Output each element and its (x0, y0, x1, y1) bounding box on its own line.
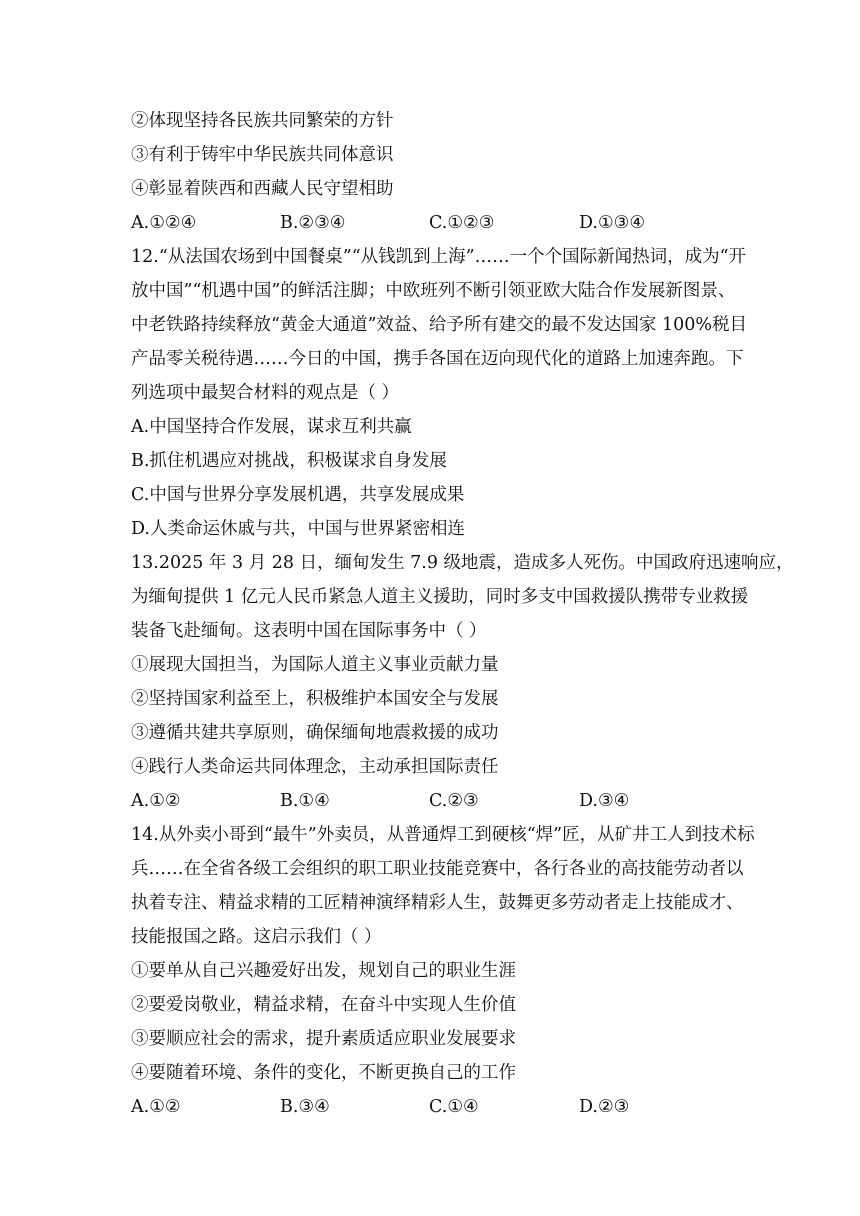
q11-options (131, 212, 731, 234)
q12-option-d: D.人类命运休戚与共，中国与世界紧密相连 (131, 519, 465, 539)
q13-stem-line-2: 为缅甸提供 1 亿元人民币紧急人道主义援助，同时多支中国救援队携带专业救援 (131, 587, 749, 607)
q12-stem-line-4: 产品零关税待遇……今日的中国，携手各国在迈向现代化的道路上加速奔跑。下 (131, 349, 744, 369)
q14-options (131, 1096, 731, 1118)
q13-option-c: C.②③ (429, 791, 479, 811)
q11-option-d: D.①③④ (579, 213, 646, 233)
q11-option-c: C.①②③ (429, 213, 495, 233)
q13-item-4: ④践行人类命运共同体理念，主动承担国际责任 (131, 757, 499, 777)
q11-item-4: ④彰显着陕西和西藏人民守望相助 (131, 179, 394, 199)
q13-options (131, 790, 731, 812)
q12-option-b: B.抓住机遇应对挑战，积极谋求自身发展 (131, 451, 447, 471)
q13-item-3: ③遵循共建共享原则，确保缅甸地震救援的成功 (131, 723, 499, 743)
q14-item-4: ④要随着环境、条件的变化，不断更换自己的工作 (131, 1063, 516, 1083)
q12-stem-line-5: 列选项中最契合材料的观点是（ ） (131, 383, 400, 403)
q11-option-a: A.①②④ (131, 213, 197, 233)
q11-item-3: ③有利于铸牢中华民族共同体意识 (131, 145, 394, 165)
q14-option-c: C.①④ (429, 1097, 479, 1117)
q11-option-b: B.②③④ (280, 213, 346, 233)
q14-stem-line-1: 14.从外卖小哥到“最牛”外卖员，从普通焊工到硬核“焊”匠，从矿井工人到技术标 (131, 825, 755, 845)
q14-item-3: ③要顺应社会的需求，提升素质适应职业发展要求 (131, 1029, 516, 1049)
q13-item-1: ①展现大国担当，为国际人道主义事业贡献力量 (131, 655, 499, 675)
q13-stem-line-3: 装备飞赴缅甸。这表明中国在国际事务中（ ） (131, 621, 487, 641)
q12-option-a: A.中国坚持合作发展，谋求互利共赢 (131, 417, 412, 437)
q13-option-a: A.①② (131, 791, 181, 811)
q14-option-d: D.②③ (579, 1097, 630, 1117)
q14-item-2: ②要爱岗敬业，精益求精，在奋斗中实现人生价值 (131, 995, 516, 1015)
q14-stem-line-2: 兵……在全省各级工会组织的职工职业技能竞赛中，各行各业的高技能劳动者以 (131, 859, 744, 879)
q11-item-2: ②体现坚持各民族共同繁荣的方针 (131, 111, 394, 131)
q12-stem-line-2: 放中国”“机遇中国”的鲜活注脚；中欧班列不断引领亚欧大陆合作发展新图景、 (131, 281, 736, 301)
q13-option-b: B.①④ (280, 791, 330, 811)
q12-stem-line-3: 中老铁路持续释放“黄金大通道”效益、给予所有建交的最不发达国家 100%税目 (131, 315, 747, 335)
q14-item-1: ①要单从自己兴趣爱好出发，规划自己的职业生涯 (131, 961, 516, 981)
q13-item-2: ②坚持国家利益至上，积极维护本国安全与发展 (131, 689, 499, 709)
q14-option-b: B.③④ (280, 1097, 330, 1117)
q13-option-d: D.③④ (579, 791, 630, 811)
q14-stem-line-4: 技能报国之路。这启示我们（ ） (131, 927, 382, 947)
q14-option-a: A.①② (131, 1097, 181, 1117)
q12-stem-line-1: 12.“从法国农场到中国餐桌”“从钱凯到上海”……一个个国际新闻热词，成为“开 (131, 247, 747, 267)
q12-option-c: C.中国与世界分享发展机遇，共享发展成果 (131, 485, 465, 505)
q14-stem-line-3: 执着专注、精益求精的工匠精神演绎精彩人生，鼓舞更多劳动者走上技能成才、 (131, 893, 744, 913)
q13-stem-line-1: 13.2025 年 3 月 28 日，缅甸发生 7.9 级地震，造成多人死伤。中国政府迅速响应， (131, 553, 794, 573)
